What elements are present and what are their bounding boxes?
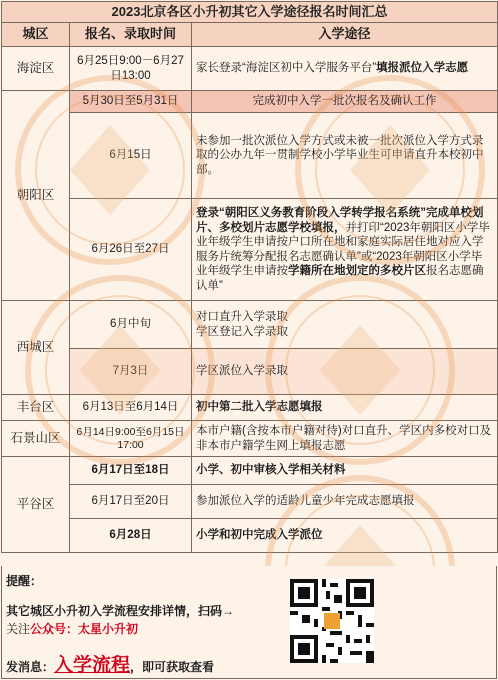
route-cell: 参加派位入学的适龄儿童少年完成志愿填报: [192, 485, 498, 519]
route-cell: 小学、初中审核入学相关材料: [192, 457, 498, 485]
footer-line1: 其它城区小升初入学流程安排详情，扫码→: [6, 604, 235, 618]
district-fengtai: 丰台区: [2, 395, 70, 421]
time-cell: 6月13日至6月14日: [70, 395, 192, 421]
route-text: 学区登记入学录取: [196, 325, 288, 338]
footer-line2-label: 公众号：: [30, 622, 79, 636]
table-row: [2, 113, 498, 199]
route-text-bold: 登录“朝阳区义务教育阶段入学转学报名系统”完成单校划片、多校划片志愿学校填报，: [196, 207, 484, 234]
header-time: 报名、录取时间: [70, 23, 192, 47]
table-row: [2, 421, 498, 457]
table-row: [2, 47, 498, 91]
route-text: 对口直升入学录取: [196, 311, 288, 323]
route-text-bold: 学籍所在地划定的多校片区: [288, 265, 426, 277]
route-cell: 未参加一批次派位入学方式或未被一批次派位入学方式录取的公办九年一贯制学校小学毕业生可申请直升本校初中部。: [192, 113, 498, 199]
time-cell: 6月17日至20日: [70, 485, 192, 519]
route-cell: 初中第二批入学志愿填报: [192, 395, 498, 421]
route-text: 报名志愿确认单”: [196, 265, 484, 292]
footer-line2: [6, 620, 138, 637]
time-cell: 6月15日: [70, 113, 192, 199]
footer-line3-suffix: ，即可获取查看: [130, 660, 215, 674]
route-cell: 学区派位入学录取: [192, 349, 498, 395]
schedule-table: [1, 1, 498, 553]
title-row: [2, 2, 498, 23]
district-pinggu: 平谷区: [2, 457, 70, 553]
footer-line2-prefix: 关注: [6, 622, 31, 636]
time-cell: 6月28日: [70, 519, 192, 553]
route-cell: [192, 91, 498, 113]
footer-reminder: 提醒：: [6, 574, 43, 588]
time-cell: 5月30日至5月31日: [70, 91, 192, 113]
footer-line2-name: 太星小升初: [78, 622, 139, 636]
table-row: [2, 457, 498, 485]
table-row: [2, 301, 498, 349]
table-row: [2, 91, 498, 113]
time-cell: 6月26日至27日: [70, 199, 192, 301]
district-shijingshan: 石景山区: [2, 421, 70, 457]
time-cell: 7月3日: [70, 349, 192, 395]
district-xicheng: 西城区: [2, 301, 70, 395]
route-text: 家长登录“海淀区初中入学服务平台”: [196, 62, 377, 75]
route-text: 并打印“2023年朝阳区小学毕业年级学生申请按户口所在地和家庭实际居住地对应入学服务片统筹分配报名志愿确认单”或“2023年朝阳区小学毕业年级学生申请按: [196, 221, 490, 277]
qr-code[interactable]: [290, 579, 374, 663]
route-text: 完成初中入学一批次报名: [252, 95, 379, 108]
route-text: 及确认工作: [379, 95, 437, 108]
footer: [1, 566, 497, 679]
route-text-bold: 填报派位入学志愿: [376, 62, 469, 75]
route-cell: 小学和初中完成入学派位: [192, 519, 498, 553]
footer-line3: [6, 650, 214, 677]
time-cell: 6月14日9:00至6月15日17:00: [70, 421, 192, 457]
district-chaoyang: 朝阳区: [2, 91, 70, 301]
time-cell: 6月17日至18日: [70, 457, 192, 485]
table-row: [2, 485, 498, 519]
route-cell: [192, 301, 498, 349]
table-title: 2023北京各区小升初其它入学途径报名时间汇总: [2, 2, 498, 23]
route-cell: [192, 199, 498, 301]
table-row: [2, 349, 498, 395]
table-row: [2, 395, 498, 421]
footer-keyword: 入学流程: [54, 655, 131, 676]
header-district: 城区: [2, 23, 70, 47]
table-row: [2, 199, 498, 301]
time-cell: 6月25日9:00－6月27日13:00: [70, 47, 192, 91]
table-row: [2, 519, 498, 553]
footer-line3-prefix: 发消息：: [6, 660, 55, 674]
route-cell: 本市户籍(含按本市户籍对待)对口直升、学区内多校对口及非本市户籍学生网上填报志愿: [192, 421, 498, 457]
route-cell: [192, 47, 498, 91]
district-haidian: 海淀区: [2, 47, 70, 91]
header-row: [2, 23, 498, 47]
time-cell: 6月中旬: [70, 301, 192, 349]
header-route: 入学途径: [192, 23, 498, 47]
